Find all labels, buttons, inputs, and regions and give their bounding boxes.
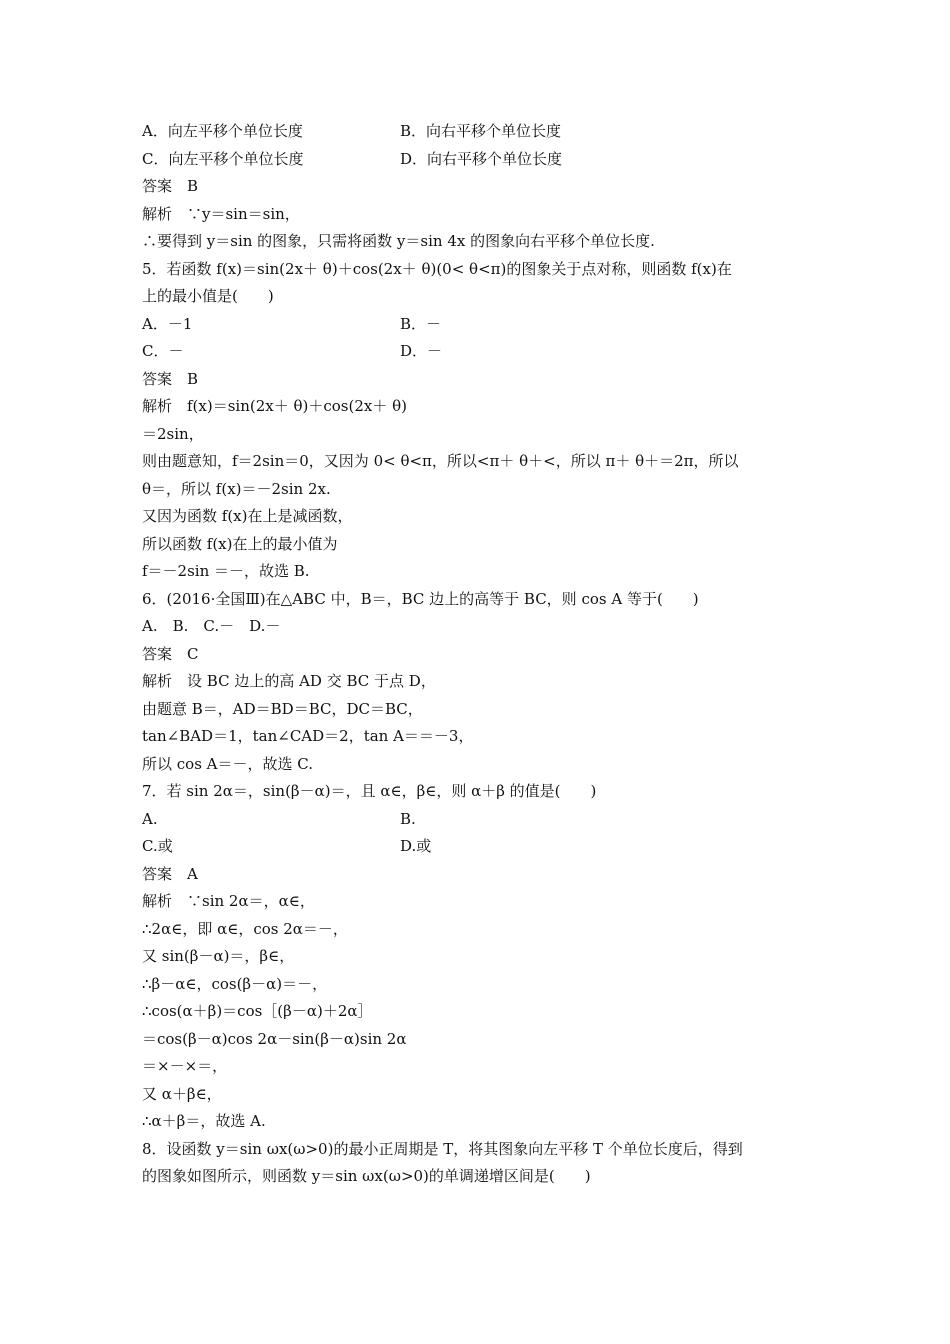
solution-line: ＝cos(β－α)cos 2α－sin(β－α)sin 2α [142, 1029, 407, 1048]
solution-line: f＝－2sin ＝－，故选 B. [142, 562, 310, 580]
option-d: D．向右平移个单位长度 [400, 149, 563, 168]
solution-line: 解析 ∵sin 2α＝，α∈， [142, 892, 315, 910]
solution-line: 解析 设 BC 边上的高 AD 交 BC 于点 D， [142, 672, 436, 690]
answer-line: 答案 B [142, 177, 199, 195]
option-c: C．－ [142, 342, 184, 360]
option-row [142, 833, 822, 861]
solution-line: 又因为函数 f(x)在上是减函数， [142, 507, 353, 525]
solution-line: ∴要得到 y＝sin 的图象，只需将函数 y＝sin 4x 的图象向右平移个单位长度. [142, 232, 655, 250]
option-row [142, 338, 822, 366]
solution-line: 则由题意知，f＝2sin＝0，又因为 0< θ<π，所以<π＋ θ＋<，所以 π＋ θ＋＝2π，所以 [142, 452, 739, 470]
solution-line: tan∠BAD＝1，tan∠CAD＝2，tan A＝＝－3， [142, 727, 474, 745]
option-a: A．向左平移个单位长度 [142, 122, 303, 140]
question-8: 8．设函数 y＝sin ωx(ω>0)的最小正周期是 T，将其图象向左平移 T 个单位长度后，得到 [142, 1139, 743, 1158]
option-a: A. [142, 809, 158, 828]
question-7: 7．若 sin 2α＝，sin(β－α)＝，且 α∈，β∈，则 α＋β 的值是( ) [142, 782, 597, 800]
answer-line: 答案 B [142, 369, 199, 388]
question-5: 5．若函数 f(x)＝sin(2x＋ θ)＋cos(2x＋ θ)(0< θ<π)的图象关于点对称，则函数 f(x)在 [142, 259, 732, 278]
solution-line: ∴α＋β＝，故选 A. [142, 1112, 266, 1130]
solution-line: 所以函数 f(x)在上的最小值为 [142, 534, 338, 553]
option-d: D．－ [400, 342, 443, 360]
option-b: B．－ [400, 314, 442, 333]
option-d: D.或 [400, 837, 432, 855]
answer-line: 答案 C [142, 644, 199, 663]
options-line: A. B. C.－ D.－ [142, 617, 281, 635]
document-body [142, 118, 822, 1191]
option-row [142, 146, 822, 174]
option-c: C.或 [142, 837, 173, 855]
option-b: B．向右平移个单位长度 [400, 122, 562, 140]
option-a: A．－1 [142, 314, 193, 333]
solution-line: 解析 f(x)＝sin(2x＋ θ)＋cos(2x＋ θ) [142, 397, 408, 415]
solution-line: ＝×－×＝， [142, 1057, 228, 1075]
option-b: B. [400, 809, 416, 828]
option-c: C．向左平移个单位长度 [142, 149, 304, 168]
question-6: 6．(2016·全国Ⅲ)在△ABC 中，B＝，BC 边上的高等于 BC，则 cos A 等于( ) [142, 589, 699, 608]
solution-line: 又 sin(β－α)＝，β∈， [142, 947, 295, 965]
solution-line: 又 α＋β∈， [142, 1084, 222, 1103]
question-line: 的图象如图所示，则函数 y＝sin ωx(ω>0)的单调递增区间是( ) [142, 1167, 591, 1185]
solution-line: 所以 cos A＝－，故选 C. [142, 754, 313, 773]
solution-line: 解析 ∵y＝sin＝sin， [142, 204, 300, 223]
question-line: 上的最小值是( ) [142, 287, 274, 305]
solution-line: θ＝，所以 f(x)＝－2sin 2x. [142, 479, 331, 498]
option-row [142, 118, 822, 146]
solution-line: ∴β－α∈，cos(β－α)＝－， [142, 974, 328, 993]
option-row [142, 806, 822, 834]
solution-line: ＝2sin， [142, 424, 204, 443]
solution-line: ∴cos(α＋β)＝cos［(β－α)＋2α］ [142, 1002, 373, 1020]
solution-line: ∴2α∈，即 α∈，cos 2α＝－， [142, 919, 348, 938]
option-row [142, 311, 822, 339]
answer-line: 答案 A [142, 864, 198, 883]
solution-line: 由题意 B＝，AD＝BD＝BC，DC＝BC， [142, 699, 423, 718]
